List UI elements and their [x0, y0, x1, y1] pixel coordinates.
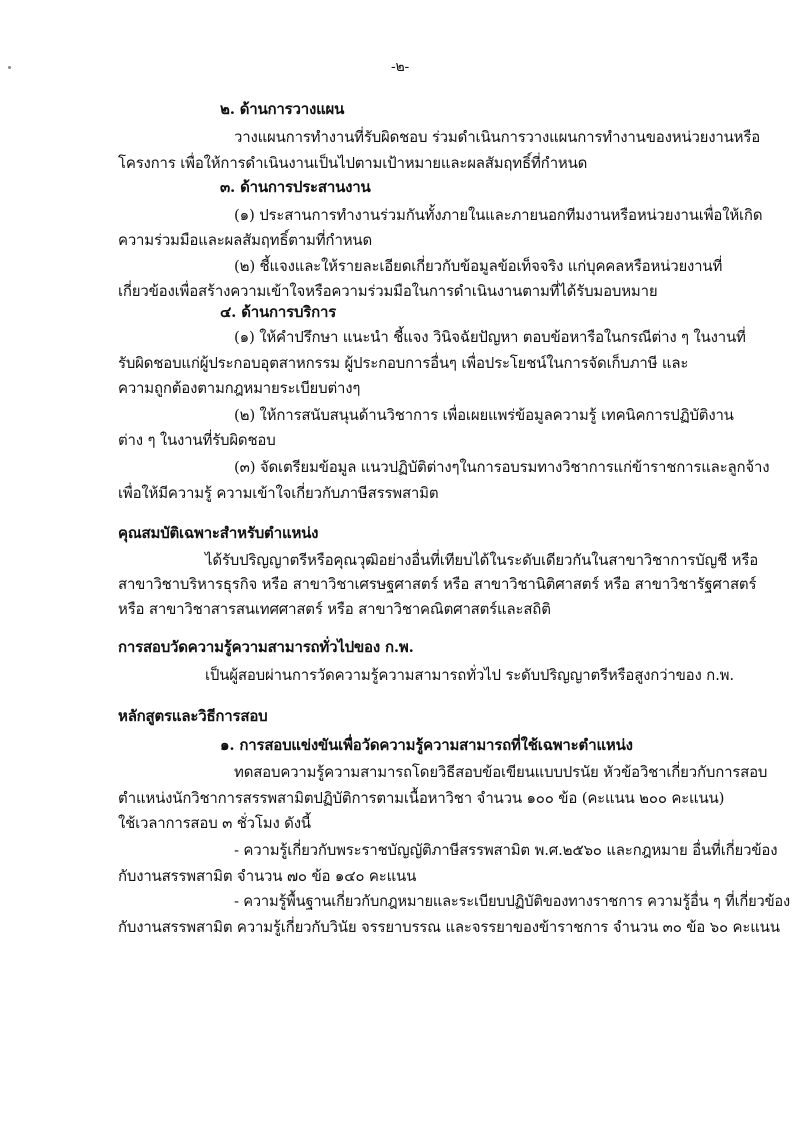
- ocsc-exam-line: เป็นผู้สอบผ่านการวัดความรู้ความสามารถทั่วไป ระดับปริญญาตรีหรือสูงกว่าของ ก.พ.: [205, 666, 734, 684]
- service-line: รับผิดชอบแก่ผู้ประกอบอุตสาหกรรม ผู้ประกอบการอื่นๆ เพื่อประโยชน์ในการจัดเก็บภาษี และ: [118, 354, 689, 372]
- coordination-line: ความร่วมมือและผลสัมฤทธิ์ตามที่กำหนด: [118, 231, 373, 249]
- heading-ocsc-exam: การสอบวัดความรู้ความสามารถทั่วไปของ ก.พ.: [118, 638, 414, 656]
- coordination-line: (๑) ประสานการทำงานร่วมกันทั้งภายในและภายนอกทีมงานหรือหน่วยงานเพื่อให้เกิด: [234, 206, 763, 224]
- curriculum-line: - ความรู้เกี่ยวกับพระราชบัญญัติภาษีสรรพสามิต พ.ศ.๒๕๖๐ และกฎหมาย อื่นที่เกี่ยวข้อง: [234, 841, 778, 859]
- planning-line: วางแผนการทำงานที่รับผิดชอบ ร่วมดำเนินการวางแผนการทำงานของหน่วยงานหรือ: [234, 128, 761, 146]
- curriculum-line: ตำแหน่งนักวิชาการสรรพสามิตปฏิบัติการตามเนื้อหาวิชา จำนวน ๑๐๐ ข้อ (คะแนน ๒๐๐ คะแนน): [118, 789, 725, 807]
- subheading-curriculum: ๑. การสอบแข่งขันเพื่อวัดความรู้ความสามารถที่ใช้เฉพาะตำแหน่ง: [220, 736, 633, 754]
- service-line: (๒) ให้การสนับสนุนด้านวิชาการ เพื่อเผยแพร่ข้อมูลความรู้ เทคนิคการปฏิบัติงาน: [234, 406, 734, 424]
- qualifications-line: ได้รับปริญญาตรีหรือคุณวุฒิอย่างอื่นที่เทียบได้ในระดับเดียวกันในสาขาวิชาการบัญชี หรือ: [205, 551, 759, 569]
- page-number: -๒-: [390, 59, 410, 75]
- service-line: เพื่อให้มีความรู้ ความเข้าใจเกี่ยวกับภาษีสรรพสามิต: [118, 484, 439, 502]
- service-line: (๑) ให้คำปรึกษา แนะนำ ชี้แจง วินิจฉัยปัญหา ตอบข้อหารือในกรณีต่าง ๆ ในงานที่: [234, 328, 746, 346]
- heading-curriculum: หลักสูตรและวิธีการสอบ: [118, 707, 268, 725]
- qualifications-line: สาขาวิชาบริหารธุรกิจ หรือ สาขาวิชาเศรษฐศาสตร์ หรือ สาขาวิชานิติศาสตร์ หรือ สาขาวิชารัฐศาสตร์: [118, 575, 757, 593]
- service-line: ต่าง ๆ ในงานที่รับผิดชอบ: [118, 431, 276, 449]
- planning-line: โครงการ เพื่อให้การดำเนินงานเป็นไปตามเป้าหมายและผลสัมฤทธิ์ที่กำหนด: [118, 154, 588, 172]
- service-line: ความถูกต้องตามกฎหมายระเบียบต่างๆ: [118, 379, 361, 397]
- coordination-line: เกี่ยวข้องเพื่อสร้างความเข้าใจหรือความร่วมมือในการดำเนินงานตามที่ได้รับมอบหมาย: [118, 282, 658, 300]
- curriculum-line: กับงานสรรพสามิต จำนวน ๗๐ ข้อ ๑๔๐ คะแนน: [118, 867, 417, 885]
- heading-qualifications: คุณสมบัติเฉพาะสำหรับตำแหน่ง: [118, 524, 319, 542]
- coordination-line: (๒) ชี้แจงและให้รายละเอียดเกี่ยวกับข้อมูลข้อเท็จจริง แก่บุคคลหรือหน่วยงานที่: [234, 257, 723, 275]
- service-line: (๓) จัดเตรียมข้อมูล แนวปฏิบัติต่างๆในการอบรมทางวิชาการแก่ข้าราชการและลูกจ้าง: [234, 458, 770, 476]
- qualifications-line: หรือ สาขาวิชาสารสนเทศศาสตร์ หรือ สาขาวิชาคณิตศาสตร์และสถิติ: [118, 600, 551, 618]
- curriculum-line: - ความรู้พื้นฐานเกี่ยวกับกฎหมายและระเบียบปฏิบัติของทางราชการ ความรู้อื่น ๆ ที่เกี่ยวข้อง: [234, 892, 791, 910]
- heading-service: ๔. ด้านการบริการ: [220, 303, 337, 321]
- heading-coordination: ๓. ด้านการประสานงาน: [220, 178, 371, 196]
- curriculum-line: กับงานสรรพสามิต ความรู้เกี่ยวกับวินัย จรรยาบรรณ และจรรยาของข้าราชการ จำนวน ๓๐ ข้อ ๖๐ คะแนน: [118, 918, 780, 936]
- curriculum-line: ใช้เวลาการสอบ ๓ ชั่วโมง ดังนี้: [118, 814, 311, 832]
- heading-planning: ๒. ด้านการวางแผน: [220, 100, 345, 118]
- curriculum-line: ทดสอบความรู้ความสามารถโดยวิธีสอบข้อเขียนแบบปรนัย หัวข้อวิชาเกี่ยวกับการสอบ: [234, 763, 768, 781]
